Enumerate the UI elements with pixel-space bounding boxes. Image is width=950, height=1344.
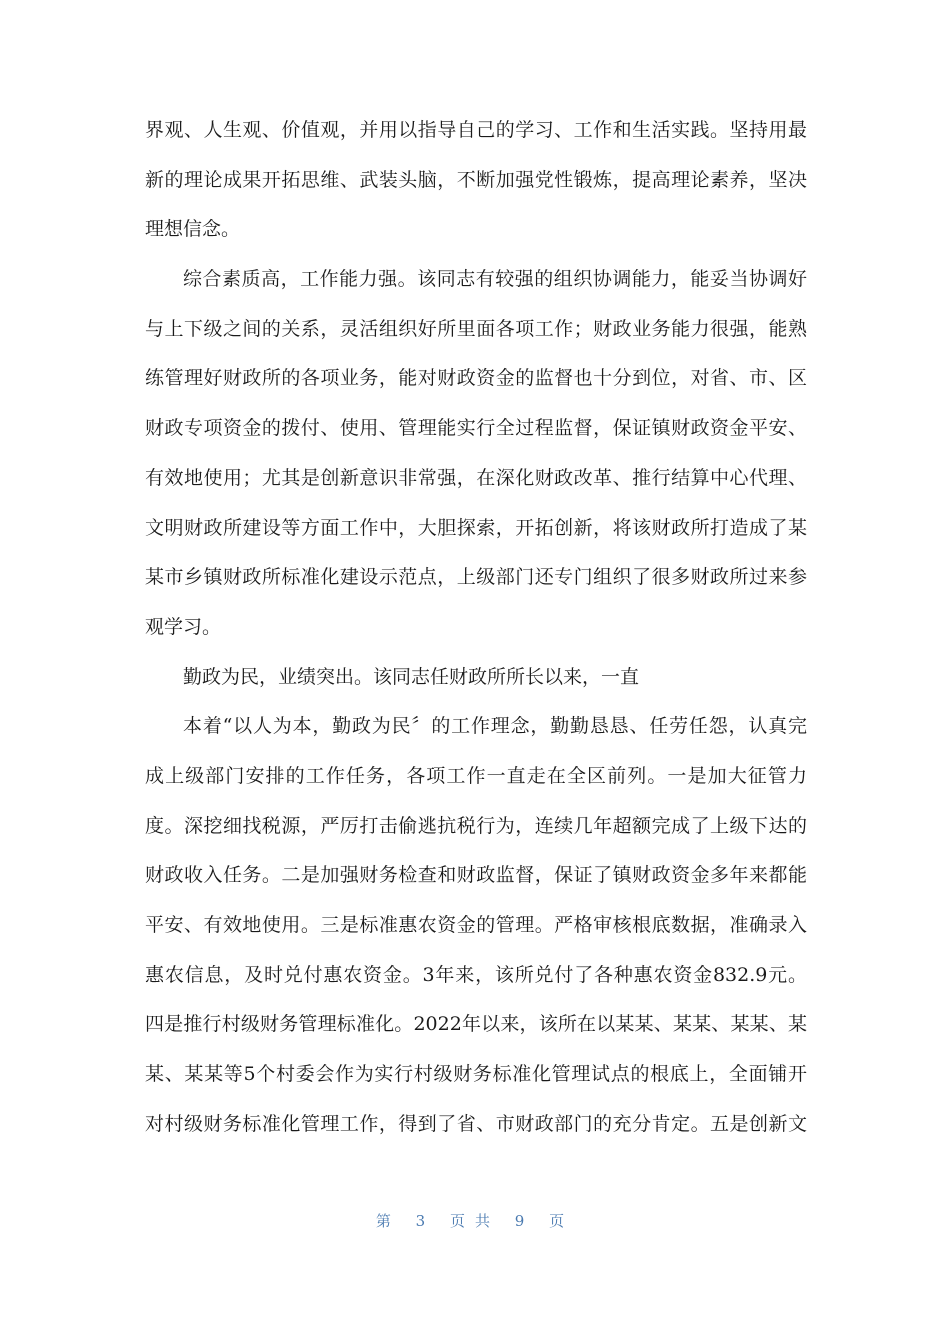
text-line: 平安、有效地使用。三是标准惠农资金的管理。严格审核根底数据，准确录入 — [145, 914, 807, 936]
text-line: 成上级部门安排的工作任务，各项工作一直走在全区前列。一是加大征管力 — [145, 764, 807, 787]
text-line: 有效地使用；尤其是创新意识非常强，在深化财政改革、推行结算中心代理、 — [145, 466, 807, 489]
paragraph-start-line: 本着“以人为本，勤政为民〞的工作理念，勤勤恳恳、任劳任怨，认真完 — [183, 715, 807, 738]
page-number-footer — [0, 1210, 950, 1231]
text-line: 观学习。 — [145, 615, 222, 638]
text-line: 度。深挖细找税源，严厉打击偷逃抗税行为，连续几年超额完成了上级下达的 — [145, 814, 807, 837]
paragraph-start-line: 勤政为民，业绩突出。该同志任财政所所长以来，一直 — [183, 665, 640, 688]
text-line: 对村级财务标准化管理工作，得到了省、市财政部门的充分肯定。五是创新文 — [145, 1112, 807, 1135]
text-line: 惠农信息，及时兑付惠农资金。3年来，该所兑付了各种惠农资金832.9元。 — [145, 963, 807, 986]
text-line: 新的理论成果开拓思维、武装头脑，不断加强党性锻炼，提高理论素养，坚决 — [145, 168, 807, 191]
text-line: 某市乡镇财政所标准化建设示范点，上级部门还专门组织了很多财政所过来参 — [145, 566, 807, 589]
text-line: 财政专项资金的拨付、使用、管理能实行全过程监督，保证镇财政资金平安、 — [145, 417, 807, 440]
text-line: 四是推行村级财务管理标准化。2022年以来，该所在以某某、某某、某某、某 — [145, 1013, 807, 1036]
text-line: 练管理好财政所的各项业务，能对财政资金的监督也十分到位，对省、市、区 — [145, 367, 807, 390]
text-line: 与上下级之间的关系，灵活组织好所里面各项工作；财政业务能力很强，能熟 — [145, 317, 807, 340]
text-line: 财政收入任务。二是加强财务检查和财政监督，保证了镇财政资金多年来都能 — [145, 864, 807, 887]
paragraph-start-line: 综合素质高，工作能力强。该同志有较强的组织协调能力，能妥当协调好 — [183, 268, 807, 291]
text-line: 文明财政所建设等方面工作中，大胆探索，开拓创新，将该财政所打造成了某 — [145, 516, 807, 539]
text-line: 某、某某等5个村委会作为实行村级财务标准化管理试点的根底上，全面铺开 — [145, 1063, 807, 1086]
text-line: 理想信念。 — [145, 218, 241, 241]
document-body — [145, 106, 807, 1149]
text-line: 界观、人生观、价值观，并用以指导自己的学习、工作和生活实践。坚持用最 — [145, 119, 807, 141]
page-number-label: 第 3 页共 9 页 — [375, 1212, 575, 1230]
